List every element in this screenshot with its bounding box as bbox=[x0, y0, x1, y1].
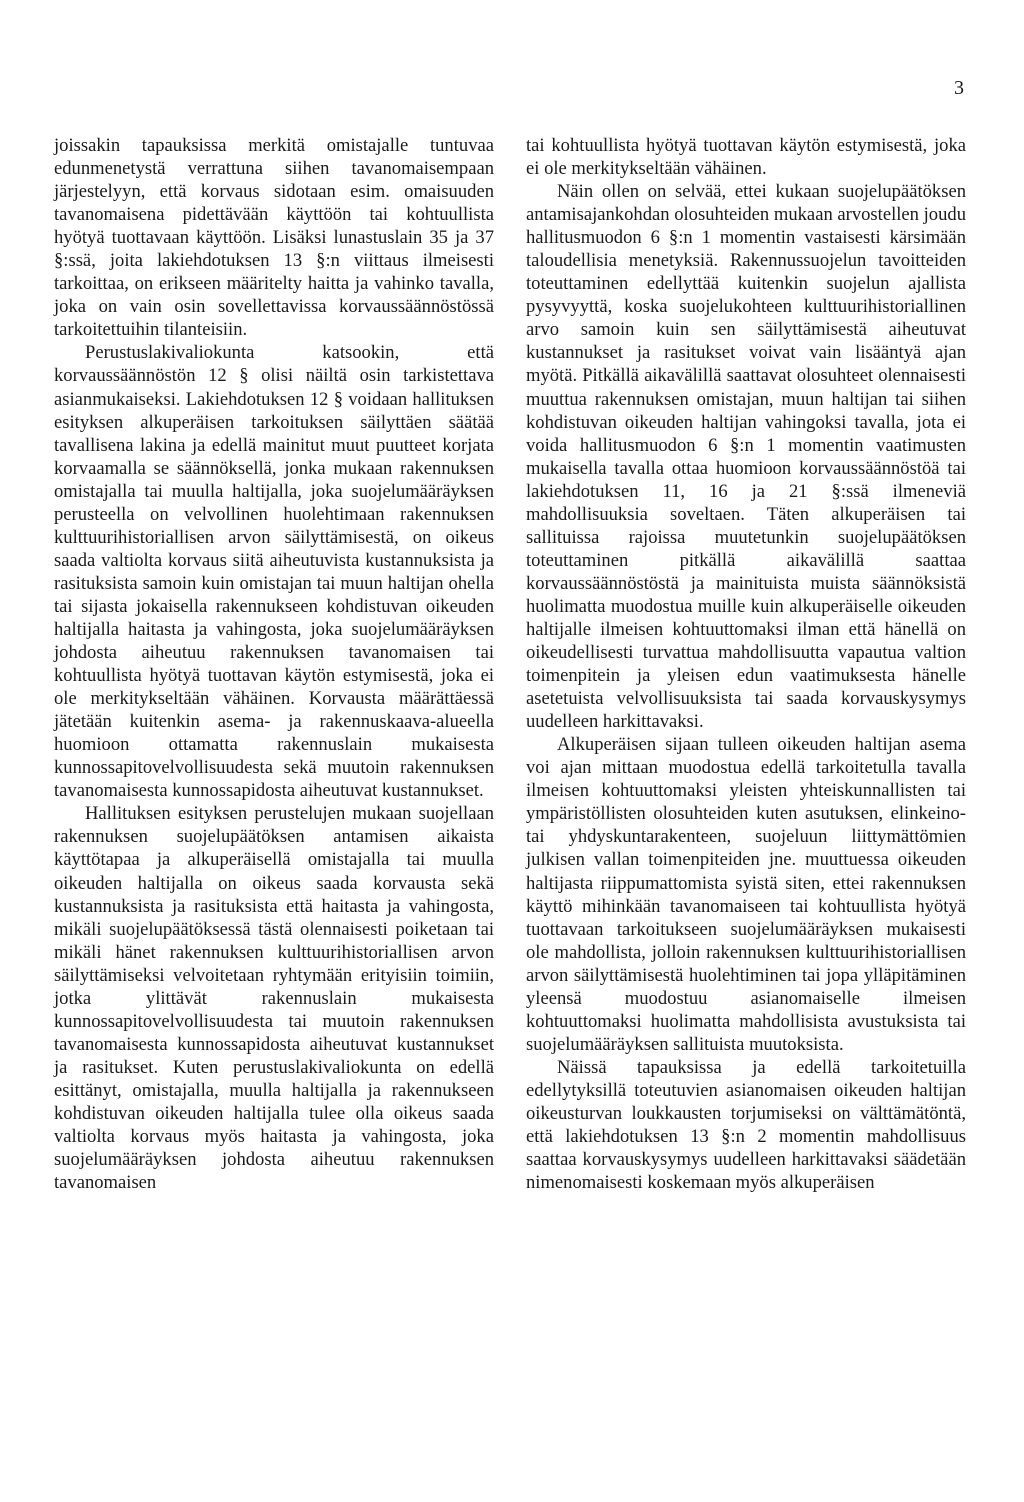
paragraph: Alkuperäisen sijaan tulleen oikeuden haltijan asema voi ajan mittaan muodostua edellä tarkoitetulla tavalla ilmeisen kohtuuttomaksi yleisten yhteiskunnallisten tai ympäristöllisten olosuhteiden kuten asutuksen, elinkeino- tai yhdyskuntarakenteen, suojeluun liittymättömien julkisen vallan toimenpiteiden jne. muuttuessa oikeuden haltijasta riippumattomista syistä siten, ettei rakennuksen käyttö mihinkään tavanomaiseen tai kohtuullista hyötyä tuottavaan tarkoitukseen suojelumääräyksen mukaisesti ole mahdollista, jolloin rakennuksen kulttuurihistoriallisen arvon säilyttämisestä huolehtiminen tai jopa ylläpitäminen yleensä muodostuu asianomaiselle ilmeisen kohtuuttomaksi huolimatta mahdollisista avustuksista tai suojelumääräyksen sallituista muutoksista. bbox=[526, 734, 966, 1055]
paragraph: tai kohtuullista hyötyä tuottavan käytön estymisestä, joka ei ole merkitykseltään vähäinen. bbox=[526, 135, 966, 180]
left-text-column bbox=[54, 134, 494, 1194]
paragraph: Näin ollen on selvää, ettei kukaan suojelupäätöksen antamisajankohdan olosuhteiden mukaan arvostellen joudu hallitusmuodon 6 §:n 1 momentin vastaisesti kärsimään taloudellisia menetyksiä. Rakennussuojelun tavoitteiden toteuttaminen edellyttää kuitenkin suojelun ajallista pysyvyyttä, koska suojelukohteen kulttuurihistoriallinen arvo samoin kuin sen säilyttämisestä aiheutuvat kustannukset ja rasitukset voivat vain lisääntyä ajan myötä. Pitkällä aikavälillä saattavat olosuhteet olennaisesti muuttua rakennuksen omistajan, muun haltijan tai siihen kohdistuvan oikeuden haltijan vahingoksi tavalla, jota ei voida hallitusmuodon 6 §:n 1 momentin vaatimusten mukaisella tavalla ottaa huomioon korvaussäännöstöä tai lakiehdotuksen 11, 16 ja 21 §:ssä ilmeneviä mahdollisuuksia soveltaen. Täten alkuperäisen tai sallituissa rajoissa muutetunkin suojelupäätöksen toteuttaminen pitkällä aikavälillä saattaa korvaussäännöstöstä ja mainituista muista säännöksistä huolimatta muodostua muille kuin alkuperäiselle oikeuden haltijalle ilmeisen kohtuuttomaksi ilman että hänellä on oikeudellisesti turvattua mahdollisuutta vapautua valtion toimenpitein ja yleisen edun vaatimuksesta hänelle asetetuista velvollisuuksista tai saada korvauskysymys uudelleen harkittavaksi. bbox=[526, 181, 966, 733]
paragraph: Näissä tapauksissa ja edellä tarkoitetuilla edellytyksillä toteutuvien asianomaisen oikeuden haltijan oikeusturvan loukkausten torjumiseksi on välttämätöntä, että lakiehdotuksen 13 §:n 2 momentin mahdollisuus saattaa korvauskysymys uudelleen harkittavaksi säädetään nimenomaisesti koskemaan myös alkuperäisen bbox=[526, 1056, 966, 1194]
page-number: 3 bbox=[954, 77, 964, 99]
paragraph: joissakin tapauksissa merkitä omistajalle tuntuvaa edunmenetystä verrattuna siihen tavanomaisempaan järjestelyyn, että korvaus sidotaan esim. omaisuuden tavanomaisena pidettävään käyttöön tai kohtuullista hyötyä tuottavaan käyttöön. Lisäksi lunastuslain 35 ja 37 §:ssä, joita lakiehdotuksen 13 §:n viittaus ilmeisesti tarkoittaa, on erikseen määritelty haitta ja vahinko tavalla, joka on vain osin sovellettavissa korvaussäännöstössä tarkoitettuihin tilanteisiin. bbox=[54, 135, 494, 341]
right-text-column bbox=[526, 134, 966, 1194]
paragraph: Perustuslakivaliokunta katsookin, että korvaussäännöstön 12 § olisi näiltä osin tarkistettava asianmukaiseksi. Lakiehdotuksen 12 § voidaan hallituksen esityksen alkuperäisen tarkoituksen säilyttäen säätää tavallisena lakina ja edellä mainitut muut puutteet korjata korvaamalla se säännöksellä, jonka mukaan rakennuksen omistajalla tai muulla haltijalla, joka suojelumääräyksen perusteella on velvollinen huolehtimaan rakennuksen kulttuurihistoriallisen arvon säilyttämisestä, on oikeus saada valtiolta korvaus siitä aiheutuvista kustannuksista ja rasituksista samoin kuin omistajan tai muun haltijan ohella tai sijasta jokaisella rakennukseen kohdistuvan oikeuden haltijalla haitasta ja vahingosta, joka suojelumääräyksen johdosta aiheutuu rakennuksen tavanomaisen tai kohtuullista hyötyä tuottavan käytön estymisestä, joka ei ole merkitykseltään vähäinen. Korvausta määrättäessä jätetään kuitenkin asema- ja rakennuskaava-alueella huomioon ottamatta rakennuslain mukaisesta kunnossapitovelvollisuudesta sekä muutoin rakennuksen tavanomaisesta kunnossapidosta aiheutuvat kustannukset. bbox=[54, 342, 494, 802]
paragraph: Hallituksen esityksen perustelujen mukaan suojellaan rakennuksen suojelupäätöksen antamisen aikaista käyttötapaa ja alkuperäisellä omistajalla tai muulla oikeuden haltijalla on oikeus saada korvausta sekä kustannuksista ja rasituksista että haitasta ja vahingosta, mikäli suojelupäätöksessä tästä olennaisesti poiketaan tai mikäli hänet rakennuksen kulttuurihistoriallisen arvon säilyttämiseksi velvoitetaan ryhtymään erityisiin toimiin, jotka ylittävät rakennuslain mukaisesta kunnossapitovelvollisuudesta tai muutoin rakennuksen tavanomaisesta kunnossapidosta aiheutuvat kustannukset ja rasitukset. Kuten perustuslakivaliokunta on edellä esittänyt, omistajalla, muulla haltijalla ja rakennukseen kohdistuvan oikeuden haltijalla tulee olla oikeus saada valtiolta korvaus myös haitasta ja vahingosta, joka suojelumääräyksen johdosta aiheutuu rakennuksen tavanomaisen bbox=[54, 803, 494, 1194]
